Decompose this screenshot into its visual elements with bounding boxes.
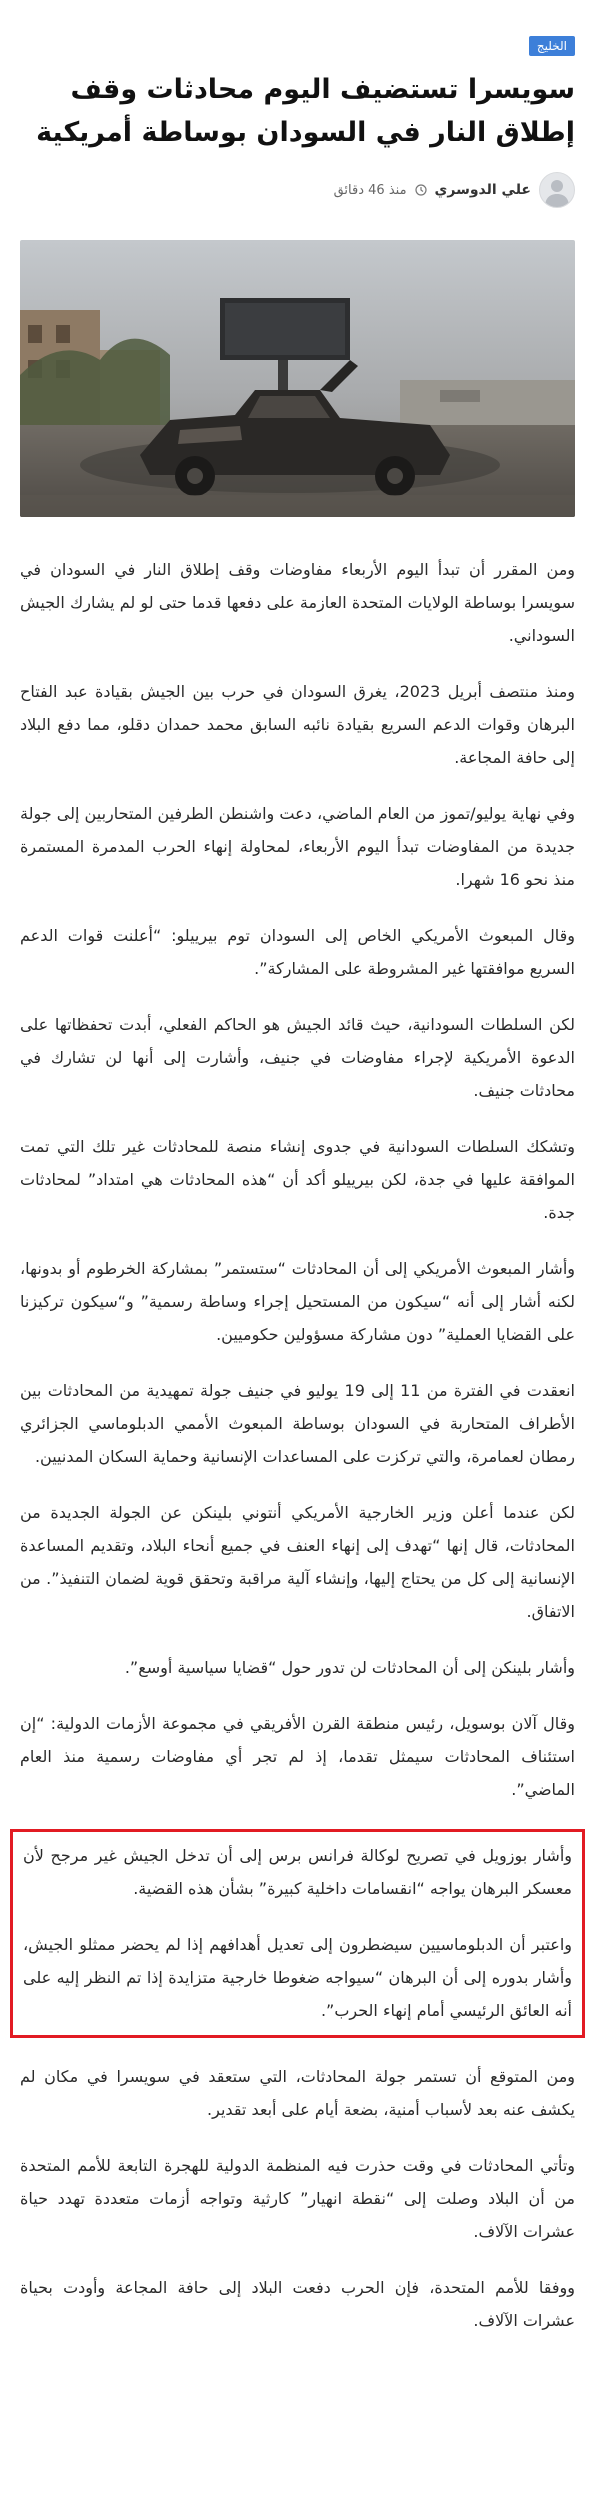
clock-icon: [415, 184, 427, 196]
article-headline: سويسرا تستضيف اليوم محادثات وقف إطلاق النار في السودان بوساطة أمريكية: [36, 74, 575, 148]
paragraph: وتشكك السلطات السودانية في جدوى إنشاء منصة للمحادثات غير تلك التي تمت الموافقة عليها في جدة، لكن بيرييلو أكد أن “هذه المحادثات هي امتداد” لمحادثات جدة.: [20, 1137, 575, 1222]
highlighted-paragraph: وأشار بوزويل في تصريح لوكالة فرانس برس إلى أن تدخل الجيش غير مرجح لأن معسكر البرهان يواجه “انقسامات داخلية كبيرة” بشأن هذه القضية.: [23, 1846, 572, 1898]
paragraph: وفي نهاية يوليو/تموز من العام الماضي، دعت واشنطن الطرفين المتحاربين إلى جولة جديدة من المفاوضات تبدأ اليوم الأربعاء، لمحاولة إنهاء الحرب المدمرة المستمرة منذ نحو 16 شهرا.: [20, 804, 575, 889]
article-body: [20, 553, 575, 2337]
publish-time: منذ 46 دقائق: [333, 182, 407, 198]
author-name[interactable]: علي الدوسري: [434, 182, 531, 198]
paragraph: لكن عندما أعلن وزير الخارجية الأمريكي أنتوني بلينكن عن الجولة الجديدة من المحادثات، قال إنها “تهدف إلى إنهاء العنف في جميع أنحاء البلاد، وتقديم المساعدة الإنسانية إلى كل من يحتاج إليها، وإنشاء آلية مراقبة وتحقق قوية لضمان التنفيذ”. من الاتفاق.: [20, 1503, 575, 1621]
article-meta: [20, 170, 575, 210]
highlighted-paragraph: واعتبر أن الدبلوماسيين سيضطرون إلى تعديل أهدافهم إذا لم يحضر ممثلو الجيش، وأشار بدوره إلى أن البرهان “سيواجه ضغوطا خارجية متزايدة إذا تم النظر إليه على أنه العائق الرئيسي أمام إنهاء الحرب”.: [23, 1935, 572, 2020]
category-badge[interactable]: الخليج: [529, 36, 575, 56]
category-row: [20, 36, 575, 56]
highlighted-section: [10, 1829, 585, 2038]
paragraph: لكن السلطات السودانية، حيث قائد الجيش هو الحاكم الفعلي، أبدت تحفظاتها على الدعوة الأمريكية لإجراء مفاوضات في جنيف، وأشارت إلى أنها لن تشارك في محادثات جنيف.: [20, 1015, 575, 1100]
paragraph: ومنذ منتصف أبريل 2023، يغرق السودان في حرب بين الجيش بقيادة عبد الفتاح البرهان وقوات الدعم السريع بقيادة نائبه السابق محمد حمدان دقلو، مما دفع البلاد إلى حافة المجاعة.: [20, 682, 576, 767]
paragraph: انعقدت في الفترة من 11 إلى 19 يوليو في جنيف جولة تمهيدية من المحادثات بين الأطراف المتحاربة في السودان بوساطة المبعوث الأممي الدبلوماسي الجزائري رمطان لعمامرة، والتي تركزت على المساعدات الإنسانية وحماية السكان المدنيين.: [20, 1381, 575, 1466]
avatar-icon[interactable]: [539, 172, 575, 208]
paragraph: ومن المتوقع أن تستمر جولة المحادثات، التي ستعقد في سويسرا في مكان لم يكشف عنه بعد لأسباب أمنية، بضعة أيام على أبعد تقدير.: [20, 2067, 575, 2119]
paragraph: ووفقا للأمم المتحدة، فإن الحرب دفعت البلاد إلى حافة المجاعة وأودت بحياة عشرات الآلاف.: [20, 2278, 575, 2330]
hero-image: [20, 240, 575, 517]
paragraph: وأشار بلينكن إلى أن المحادثات لن تدور حول “قضايا سياسية أوسع”.: [124, 1658, 575, 1677]
paragraph: وتأتي المحادثات في وقت حذرت فيه المنظمة الدولية للهجرة التابعة للأمم المتحدة من أن البلاد وصلت إلى “نقطة انهيار” كارثية وتواجه أزمات متعددة تهدد حياة عشرات الآلاف.: [20, 2156, 575, 2241]
paragraph: ومن المقرر أن تبدأ اليوم الأربعاء مفاوضات وقف إطلاق النار في السودان في سويسرا بوساطة الولايات المتحدة العازمة على دفعها قدما حتى لو لم يشارك الجيش السوداني.: [20, 560, 575, 645]
paragraph: وقال المبعوث الأمريكي الخاص إلى السودان توم بيرييلو: “أعلنت قوات الدعم السريع موافقتها غير المشروطة على المشاركة”.: [20, 926, 575, 978]
paragraph: وقال آلان بوسويل، رئيس منطقة القرن الأفريقي في مجموعة الأزمات الدولية: “إن استئناف المحادثات سيمثل تقدما، إذ لم تجر أي مفاوضات رسمية منذ العام الماضي”.: [20, 1714, 575, 1799]
paragraph: وأشار المبعوث الأمريكي إلى أن المحادثات “ستستمر” بمشاركة الخرطوم أو بدونها، لكنه أشار إلى أنه “سيكون من المستحيل إجراء وساطة رسمية” و“سيكون تركيزنا على القضايا العملية” دون مشاركة مسؤولين حكوميين.: [20, 1259, 575, 1344]
